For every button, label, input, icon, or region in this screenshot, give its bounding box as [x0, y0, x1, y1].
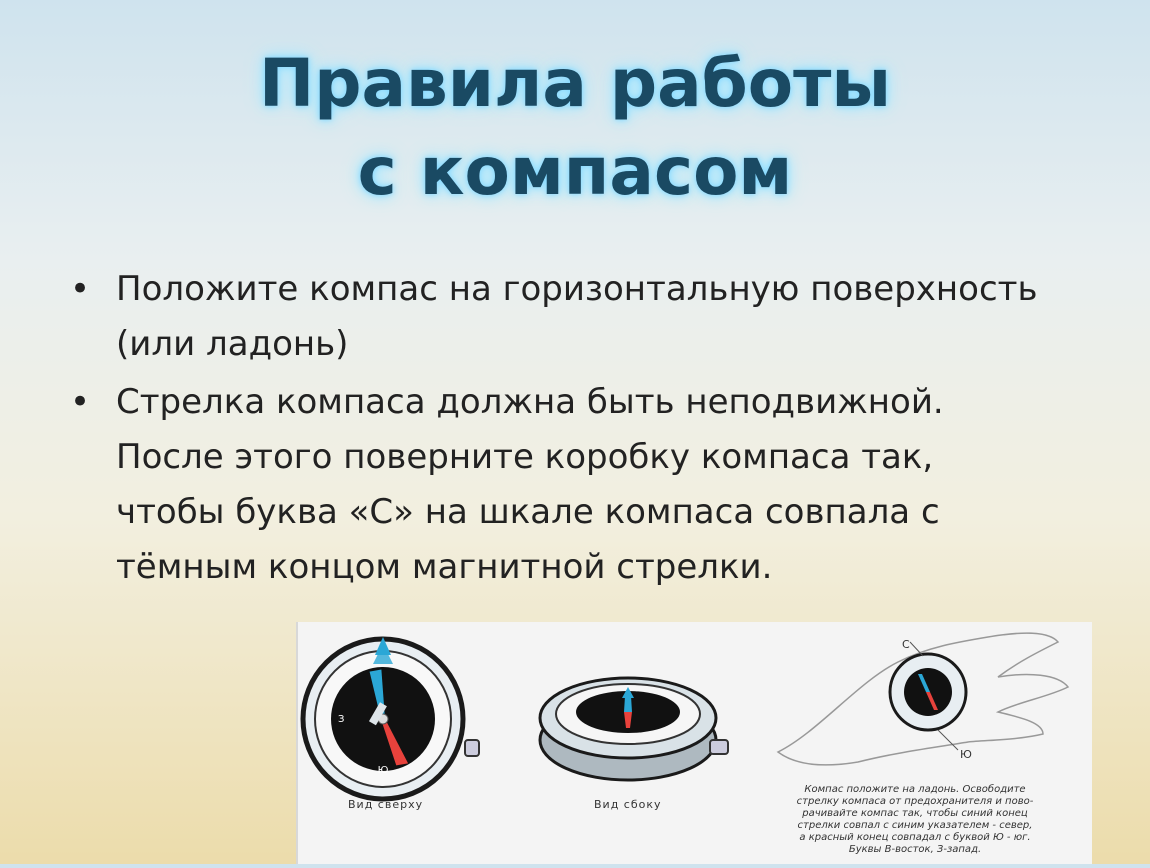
- bullet-icon: •: [70, 269, 91, 309]
- bullet-1-line-1: Положите компас на горизонтальную поверхность: [116, 269, 1038, 309]
- bullet-list: [70, 262, 1120, 598]
- bullet-2-line-3: чтобы буква «С» на шкале компаса совпала с: [116, 492, 940, 532]
- note-line-6: Буквы В-восток, З-запад.: [848, 844, 982, 855]
- bullet-icon: •: [70, 382, 91, 422]
- instruction-note: [760, 784, 1070, 856]
- title-line-1: Правила работы: [258, 45, 892, 122]
- slide-title: [0, 40, 1150, 216]
- hand-with-compass: [778, 633, 1068, 765]
- title-line-2: с компасом: [357, 133, 793, 210]
- note-line-5: а красный конец совпадал с буквой Ю - юг.: [799, 832, 1031, 843]
- compass-top-view: [303, 637, 479, 799]
- bullet-2-line-2: После этого поверните коробку компаса так,: [116, 437, 934, 477]
- note-line-4: стрелки совпал с синим указателем - север,: [797, 820, 1033, 831]
- south-label-hand: Ю: [960, 748, 972, 761]
- caption-side-view: Вид сбоку: [594, 798, 662, 811]
- note-line-1: Компас положите на ладонь. Освободите: [804, 784, 1026, 795]
- compass-illustration: [296, 622, 1092, 864]
- west-label: З: [338, 714, 345, 725]
- note-line-3: рачивайте компас так, чтобы синий конец: [802, 808, 1028, 819]
- bullet-item-2: [70, 375, 1120, 595]
- bullet-2-line-1: Стрелка компаса должна быть неподвижной.: [116, 382, 944, 422]
- note-line-2: стрелку компаса от предохранителя и пово-: [796, 796, 1034, 807]
- north-label: С: [902, 638, 910, 651]
- caption-top-view: Вид сверху: [348, 798, 424, 811]
- compass-side-view: [540, 678, 728, 780]
- bullet-1-line-2: (или ладонь): [116, 324, 349, 364]
- bullet-item-1: [70, 262, 1120, 372]
- south-label: Ю: [377, 765, 389, 776]
- bullet-2-line-4: тёмным концом магнитной стрелки.: [116, 547, 773, 587]
